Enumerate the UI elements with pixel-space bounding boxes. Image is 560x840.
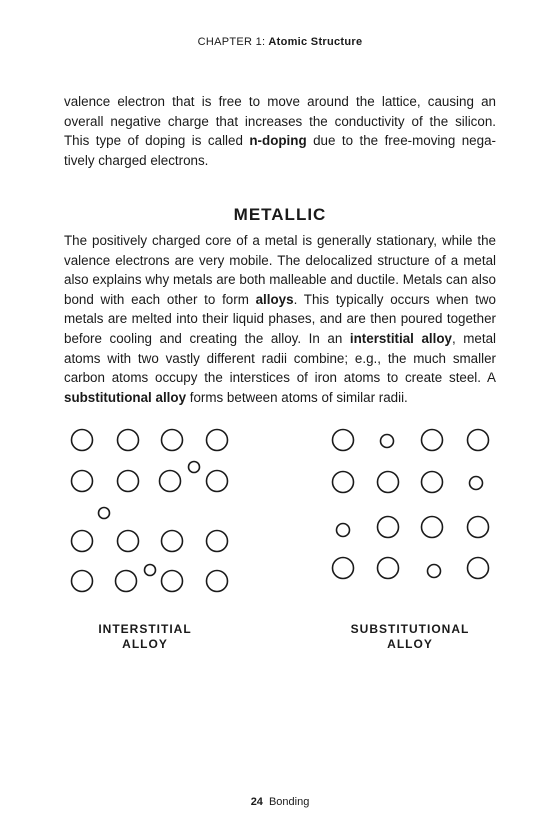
text-run: , metal atoms with two vastly different radii combine; e.g., the much smaller carbon atoms occupy the interstices of iron atoms to create steel. A <box>64 330 497 386</box>
term-interstitial-alloy: interstitial alloy <box>349 330 452 346</box>
paragraph-doping <box>64 92 496 170</box>
metal-atom <box>333 558 354 579</box>
metal-atom <box>72 571 93 592</box>
section-title: Atomic Structure <box>268 36 363 48</box>
text-run: . This typically occurs when two metals are melted into their liquid phases, and are then poured together before cooling and creating the alloy. In an <box>64 291 496 346</box>
small-atom <box>428 565 441 578</box>
metal-atom <box>422 472 443 493</box>
metal-atom <box>422 430 443 451</box>
caption-line: SUBSTITUTIONAL <box>350 622 470 636</box>
term-alloys: alloys <box>255 291 294 307</box>
metal-atom <box>162 571 183 592</box>
small-atom <box>470 477 483 490</box>
substitutional-alloy-lattice <box>333 430 489 579</box>
metal-atom <box>378 558 399 579</box>
interstitial-alloy-lattice <box>72 430 228 592</box>
text-run: valence electron that is free to move around the lattice, causing an overall negative charge that increases the conductivity of the silicon. This type of doping is called <box>64 94 496 149</box>
alloy-diagrams <box>0 410 560 610</box>
metal-atom <box>162 531 183 552</box>
carbon-atom <box>99 508 110 519</box>
metal-atom <box>468 517 489 538</box>
metal-atom <box>72 471 93 492</box>
caption-interstitial-alloy <box>45 622 245 652</box>
metal-atom <box>118 531 139 552</box>
text-run: forms between atoms of similar radii. <box>186 389 408 405</box>
metal-atom <box>468 558 489 579</box>
metal-atom <box>160 471 181 492</box>
metal-atom <box>207 471 228 492</box>
metal-atom <box>378 472 399 493</box>
metal-atom <box>118 430 139 451</box>
term-n-doping: n-doping <box>249 133 307 149</box>
metal-atom <box>116 571 137 592</box>
term-substitutional-alloy: substitutional alloy <box>64 389 187 405</box>
caption-line: ALLOY <box>122 637 168 651</box>
metal-atom <box>422 517 443 538</box>
metal-atom <box>207 430 228 451</box>
metal-atom <box>72 430 93 451</box>
metal-atom <box>207 531 228 552</box>
caption-line: ALLOY <box>387 637 433 651</box>
section-heading: METALLIC <box>233 205 327 224</box>
metal-atom <box>333 472 354 493</box>
metal-atom <box>207 571 228 592</box>
metal-atom <box>162 430 183 451</box>
carbon-atom <box>145 565 156 576</box>
metal-atom <box>72 531 93 552</box>
chapter-label: CHAPTER 1: <box>197 36 266 48</box>
small-atom <box>337 524 350 537</box>
metal-atom <box>468 430 489 451</box>
page-number: 24 <box>250 796 263 808</box>
caption-substitutional-alloy <box>310 622 510 652</box>
paragraph-metallic <box>64 231 496 407</box>
text-run: The positively charged core of a metal is generally stationary, while the valence electrons are very mobile. The delocalized structure of a metal also explains why metals are both malleable and ductile. Metals can also bond with each other to form <box>64 233 496 307</box>
page-footer <box>0 796 560 808</box>
running-head <box>0 36 560 48</box>
text-run: due to the free-moving nega-tively charged electrons. <box>64 133 496 168</box>
caption-line: INTERSTITIAL <box>98 622 192 636</box>
carbon-atom <box>189 462 200 473</box>
metal-atom <box>333 430 354 451</box>
metal-atom <box>118 471 139 492</box>
metal-atom <box>378 517 399 538</box>
small-atom <box>381 435 394 448</box>
footer-section: Bonding <box>268 796 310 808</box>
